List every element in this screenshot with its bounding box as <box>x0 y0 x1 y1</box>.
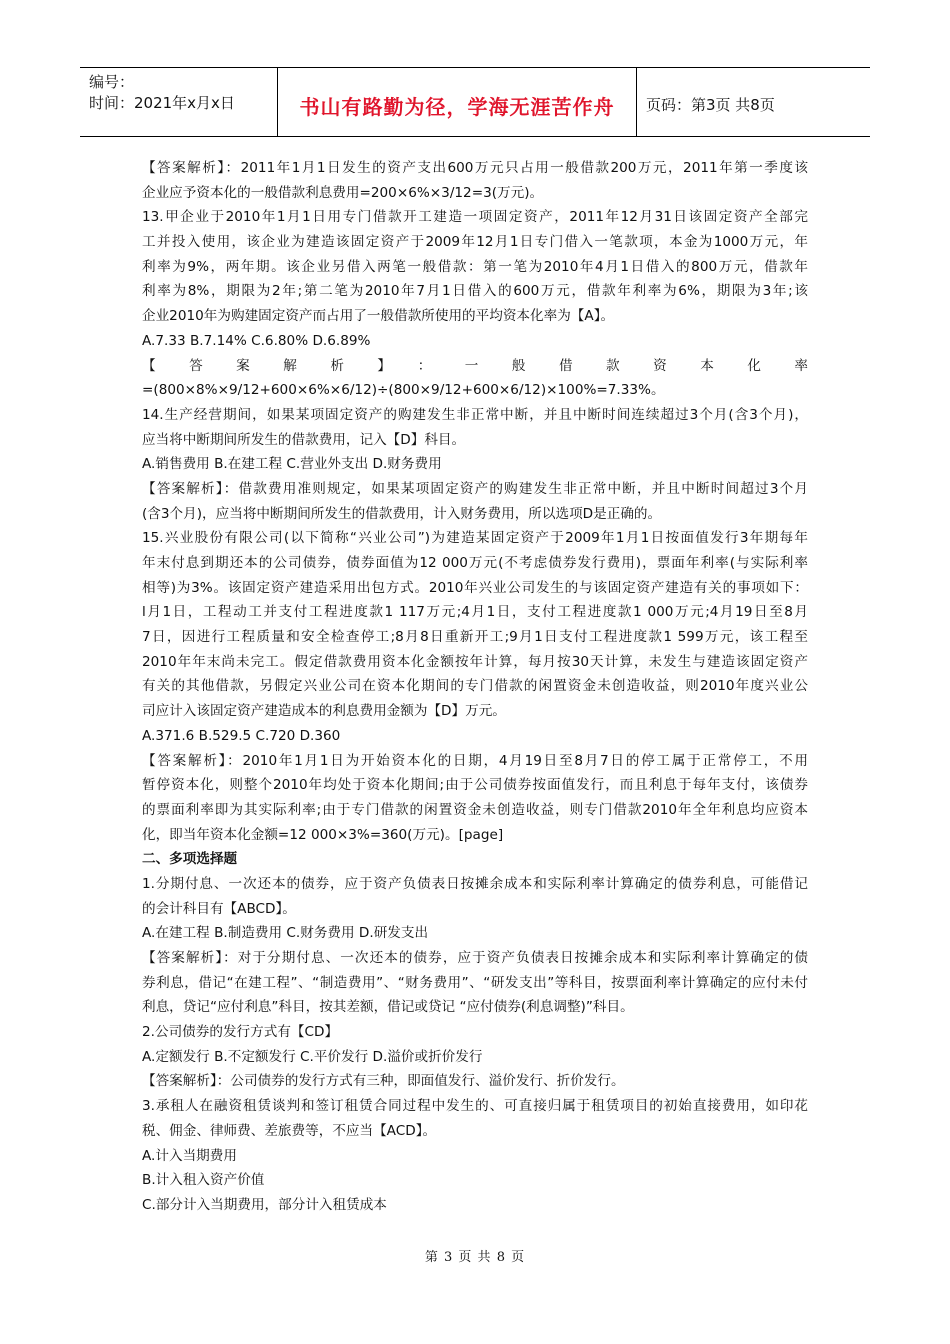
text-line: 化，即当年资本化金额=12 000×3%=360(万元)。[page] <box>142 826 504 843</box>
text-line: 7日，因进行工程质量和安全检查停工;8月8日重新开工;9月1日支付工程进度款1 599万元，该工程至 <box>142 629 808 646</box>
document-body <box>142 156 808 1218</box>
text-line: =(800×8%×9/12+600×6%×6/12)÷(800×9/12+600×6/12)×100%=7.33%。 <box>142 382 665 399</box>
text-line: 利率为8%，期限为2年;第二笔为2010年7月1日借入的600万元，借款年利率为6%，期限为3年;该 <box>142 283 808 300</box>
page-header <box>80 67 870 137</box>
text-line: 利息，贷记“应付利息”科目，按其差额，借记或贷记 “应付债券(利息调整)”科目。 <box>142 999 634 1016</box>
text-line: 1.分期付息、一次还本的债券，应于资产负债表日按摊余成本和实际利率计算确定的债券利息，可能借记 <box>142 875 808 892</box>
text-line: 的会计科目有【ABCD】。 <box>142 900 296 917</box>
text-line: B.计入租入资产价值 <box>142 1172 265 1189</box>
text-line: 【答案解析】：2010年1月1日为开始资本化的日期，4月19日至8月7日的停工属于正常停工，不用 <box>142 752 808 769</box>
text-line: A.371.6 B.529.5 C.720 D.360 <box>142 727 341 744</box>
document-date-label: 时间：2021年x月x日 <box>89 94 235 112</box>
text-line: A.7.33 B.7.14% C.6.80% D.6.89% <box>142 332 371 349</box>
text-line: 企业应予资本化的一般借款利息费用=200×6%×3/12=3(万元)。 <box>142 184 544 201</box>
header-page-code: 页码：第3页 共8页 <box>646 96 775 114</box>
text-line: 相等)为3%。该固定资产建造采用出包方式。2010年兴业公司发生的与该固定资产建造有关的事项如下： <box>142 579 808 596</box>
text-line: 工并投入使用，该企业为建造该固定资产于2009年12月1日专门借入一笔款项，本金为1000万元，年 <box>142 234 808 251</box>
header-motto: 书山有路勤为径，学海无涯苦作舟 <box>299 95 615 119</box>
text-line: 2.公司债券的发行方式有【CD】 <box>142 1024 339 1041</box>
header-motto-cell <box>278 68 637 136</box>
text-line: 企业2010年为购建固定资产而占用了一般借款所使用的平均资本化率为【A】。 <box>142 308 615 325</box>
text-line: 13.甲企业于2010年1月1日用专门借款开工建造一项固定资产，2011年12月31日该固定资产全部完 <box>142 209 808 226</box>
text-line: 【答案解析】：借款费用准则规定，如果某项固定资产的购建发生非正常中断，并且中断时间超过3个月 <box>142 480 808 497</box>
document-number-label: 编号： <box>89 73 135 91</box>
text-line: 【答案解析】：一般借款资本化率 <box>142 357 808 374</box>
text-line: 14.生产经营期间，如果某项固定资产的购建发生非正常中断，并且中断时间连续超过3个月(含3个月)， <box>142 406 808 423</box>
text-line: (含3个月)，应当将中断期间所发生的借款费用，计入财务费用，所以选项D是正确的。 <box>142 505 662 522</box>
text-line: 的票面利率即为其实际利率;由于专门借款的闲置资金未创造收益，则专门借款2010年全年利息均应资本 <box>142 801 808 818</box>
text-line: A.计入当期费用 <box>142 1147 237 1164</box>
header-info-cell <box>80 68 278 136</box>
text-line: A.销售费用 B.在建工程 C.营业外支出 D.财务费用 <box>142 456 442 473</box>
text-line: A.在建工程 B.制造费用 C.财务费用 D.研发支出 <box>142 925 429 942</box>
text-line: l月1日，工程动工并支付工程进度款1 117万元;4月1日，支付工程进度款1 000万元;4月19日至8月 <box>142 604 808 621</box>
text-line: 【答案解析】：2011年1月1日发生的资产支出600万元只占用一般借款200万元，2011年第一季度该 <box>142 160 808 176</box>
text-line: 应当将中断期间所发生的借款费用，记入【D】科目。 <box>142 431 466 448</box>
text-line: 司应计入该固定资产建造成本的利息费用金额为【D】万元。 <box>142 703 506 720</box>
page-footer: 第 3 页 共 8 页 <box>424 1250 526 1265</box>
text-line: C.部分计入当期费用，部分计入租赁成本 <box>142 1196 387 1213</box>
section-heading: 二、多项选择题 <box>142 851 238 868</box>
text-line: 【答案解析】：对于分期付息、一次还本的债券，应于资产负债表日按摊余成本和实际利率计算确定的债 <box>142 950 808 966</box>
text-line: 利率为9%，两年期。该企业另借入两笔一般借款：第一笔为2010年4月1日借入的800万元，借款年 <box>142 258 808 275</box>
text-line: 暂停资本化，则整个2010年均处于资本化期间;由于公司债券按面值发行，而且利息于每年支付，该债券 <box>142 777 808 794</box>
text-line: 2010年年末尚未完工。假定借款费用资本化金额按年计算，每月按30天计算，未发生与建造该固定资产 <box>142 653 808 670</box>
text-line: 3.承租人在融资租赁谈判和签订租赁合同过程中发生的、可直接归属于租赁项目的初始直接费用，如印花 <box>142 1098 808 1115</box>
text-line: 【答案解析】：公司债券的发行方式有三种，即面值发行、溢价发行、折价发行。 <box>142 1073 625 1090</box>
text-line: 15.兴业股份有限公司(以下简称“兴业公司”)为建造某固定资产于2009年1月1日按面值发行3年期每年 <box>142 530 808 547</box>
text-line: 有关的其他借款，另假定兴业公司在资本化期间的专门借款的闲置资金未创造收益，则2010年度兴业公 <box>142 678 808 695</box>
text-line: 券利息，借记“在建工程”、“制造费用”、“财务费用”、“研发支出”等科目，按票面利率计算确定的应付未付 <box>142 974 808 991</box>
text-line: A.定额发行 B.不定额发行 C.平价发行 D.溢价或折价发行 <box>142 1048 483 1065</box>
text-line: 税、佣金、律师费、差旅费等，不应当【ACD】。 <box>142 1122 437 1139</box>
text-line: 年末付息到期还本的公司债券，债券面值为12 000万元(不考虑债券发行费用)，票面年利率(与实际利率 <box>142 555 808 571</box>
header-page-cell <box>637 68 870 136</box>
